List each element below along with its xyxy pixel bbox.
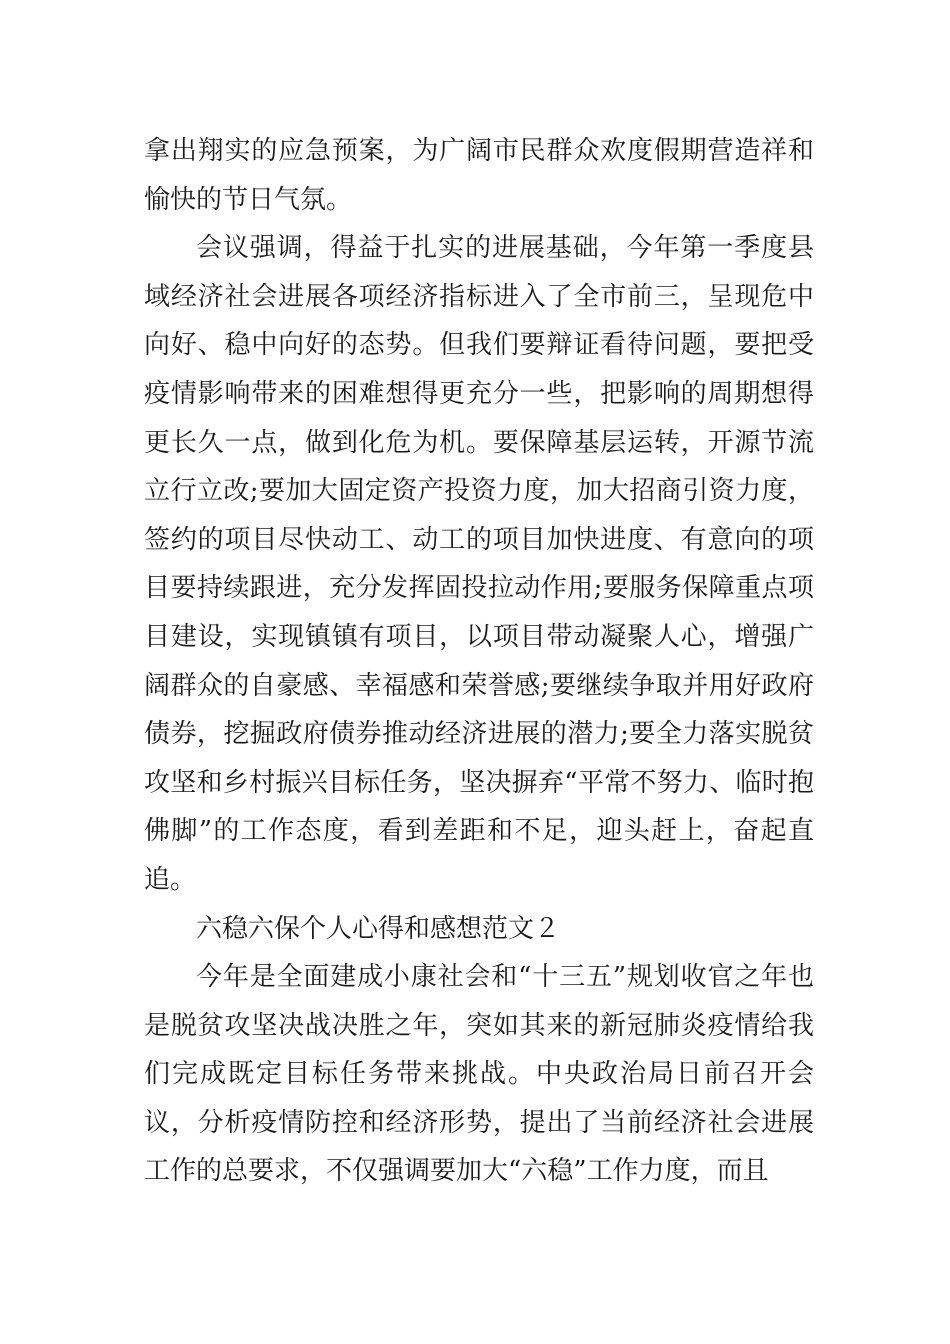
paragraph-continuation: 拿出翔实的应急预案，为广阔市民群众欢度假期营造祥和愉快的节日气氛。 [144,136,814,215]
paragraph-meeting-emphasis: 会议强调，得益于扎实的进展基础，今年第一季度县域经济社会进展各项经济指标进入了全市前三，呈现危中向好、稳中向好的态势。但我们要辩证看待问题，要把受疫情影响带来的困难想得更充分一些，把影响的周期想得更长久一点，做到化危为机。要保障基层运转，开源节流立行立改;要加大固定资产投资力度，加大招商引资力度，签约的项目尽快动工、动工的项目加快进度、有意向的项目要持续跟进，充分发挥固投拉动作用;要服务保障重点项目建设，实现镇镇有项目，以项目带动凝聚人心，增强广阔群众的自豪感、幸福感和荣誉感;要继续争取并用好政府债券，挖掘政府债券推动经济进展的潜力;要全力落实脱贫攻坚和乡村振兴目标任务，坚决摒弃“平常不努力、临时抱佛脚”的工作态度，看到差距和不足，迎头赶上，奋起直追。 [144,233,814,895]
paragraph-essay-intro: 今年是全面建成小康社会和“十三五”规划收官之年也是脱贫攻坚决战决胜之年，突如其来的新冠肺炎疫情给我们完成既定目标任务带来挑战。中央政治局日前召开会议，分析疫情防控和经济形势，提出了当前经济社会进展工作的总要求，不仅强调要加大“六稳”工作力度，而且 [144,962,814,1187]
section-heading: 六稳六保个人心得和感想范文２ [196,913,561,944]
document-page [144,127,814,1196]
